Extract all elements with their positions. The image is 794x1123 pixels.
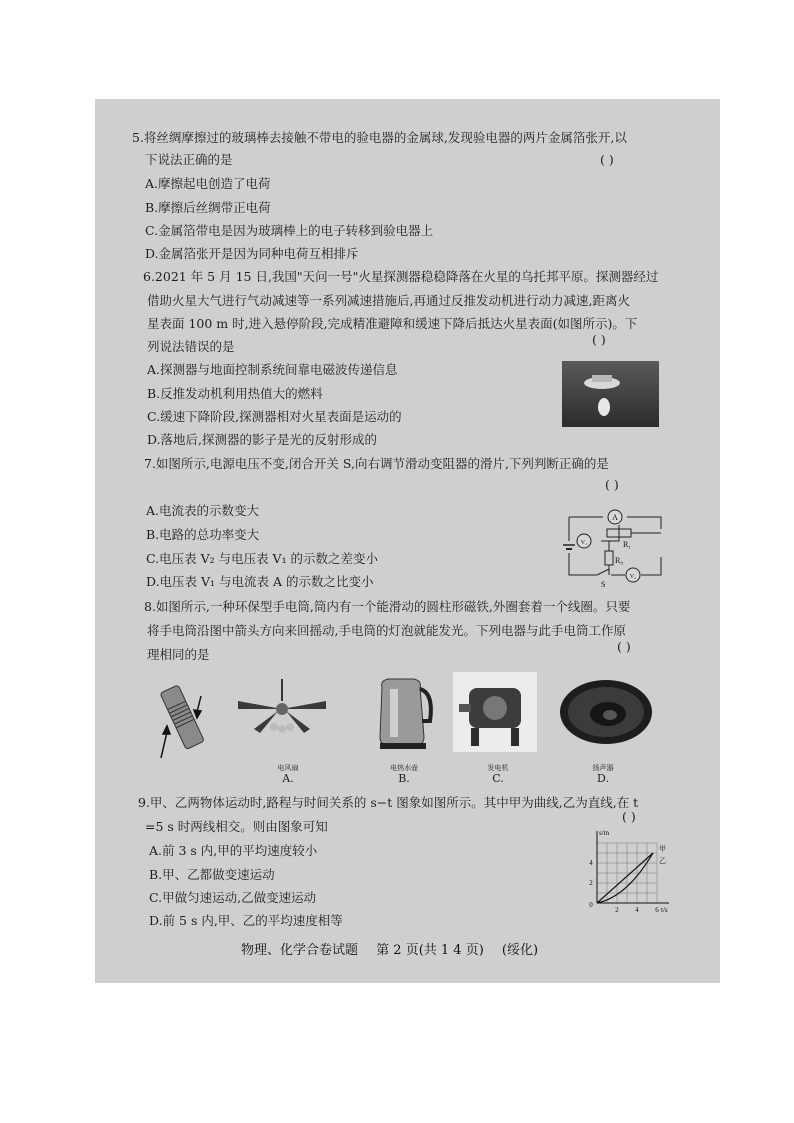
ammeter-label: A: [612, 513, 618, 522]
v2-label: V₂: [629, 574, 637, 580]
q5-option-d: D.金属箔张开是因为同种电荷互相排斥: [145, 246, 359, 261]
q7-stem-line1: 7.如图所示,电源电压不变,闭合开关 S,向右调节滑动变阻器的滑片,下列判断正确的是: [144, 456, 609, 471]
q7-option-c: C.电压表 V₂ 与电压表 V₁ 的示数之差变小: [146, 551, 379, 566]
series-jia-label: 甲: [659, 845, 666, 853]
flashlight-image: [153, 674, 213, 764]
q5-option-a: A.摩擦起电创造了电荷: [145, 176, 271, 191]
q7-option-d: D.电压表 V₁ 与电流表 A 的示数之比变小: [146, 574, 374, 589]
q5-stem-line2: 下说法正确的是: [145, 152, 233, 167]
q8-stem-line3: 理相同的是: [147, 647, 210, 662]
graph-ytick-4: 4: [589, 859, 593, 867]
q9-answer-paren: ( ): [622, 809, 636, 824]
q6-stem-line1: 6.2021 年 5 月 15 日,我国"天问一号"火星探测器稳稳降落在火星的乌托邦平原。探测器经过: [143, 269, 659, 284]
speaker-option-letter: D.: [597, 772, 609, 785]
r0-label: R₀: [615, 556, 624, 565]
graph-xtick-4: 4: [635, 906, 639, 914]
q9-option-d: D.前 5 s 内,甲、乙的平均速度相等: [149, 913, 343, 928]
graph-xlabel: t/s: [661, 906, 668, 914]
generator-option-letter: C.: [492, 772, 504, 785]
q7-option-a: A.电流表的示数变大: [146, 503, 260, 518]
line-yi: [597, 853, 653, 903]
q7-circuit-diagram: [557, 499, 667, 589]
kettle-caption: 电热水壶: [390, 764, 418, 772]
electric-kettle-image: [368, 669, 438, 754]
switch-label: S: [601, 580, 606, 589]
series-yi-label: 乙: [659, 857, 666, 865]
generator-caption: 发电机: [487, 764, 509, 772]
q6-answer-paren: ( ): [592, 332, 606, 347]
generator-photo: [453, 672, 537, 752]
fan-caption: 电风扇: [277, 764, 299, 772]
graph-xtick-6: 6: [655, 906, 659, 914]
graph-ylabel: s/m: [599, 829, 610, 837]
exam-page: [95, 99, 720, 983]
q9-option-a: A.前 3 s 内,甲的平均速度较小: [149, 843, 318, 858]
q7-answer-paren: ( ): [605, 477, 619, 492]
q5-stem-line1: 5.将丝绸摩擦过的玻璃棒去接触不带电的验电器的金属球,发现验电器的两片金属箔张开,以: [132, 130, 627, 145]
speaker-caption: 扬声器: [592, 764, 614, 772]
footer-page-number: 第 2 页(共 1 4 页): [376, 943, 484, 958]
fan-option-letter: A.: [282, 772, 294, 785]
footer-title: 物理、化学合卷试题: [241, 943, 359, 958]
page-footer: [241, 939, 552, 958]
q8-stem-line1: 8.如图所示,一种环保型手电筒,筒内有一个能滑动的圆柱形磁铁,外圈套着一个线圈。只要: [144, 599, 631, 614]
q9-stem-line1: 9.甲、乙两物体运动时,路程与时间关系的 s−t 图象如图所示。其中甲为曲线,乙为直线,在 t: [138, 795, 639, 810]
q6-stem-line4: 列说法错误的是: [147, 339, 235, 354]
graph-origin: 0: [589, 901, 593, 909]
q6-stem-line2: 借助火星大气进行气动减速等一系列减速措施后,再通过反推发动机进行动力减速,距离火: [147, 293, 630, 308]
q5-answer-paren: ( ): [600, 152, 614, 167]
q6-option-d: D.落地后,探测器的影子是光的反射形成的: [147, 432, 378, 447]
q6-option-c: C.缓速下降阶段,探测器相对火星表面是运动的: [147, 409, 402, 424]
electric-fan-image: [232, 679, 332, 754]
q9-option-c: C.甲做匀速运动,乙做变速运动: [149, 890, 317, 905]
graph-ytick-2: 2: [589, 879, 593, 887]
q7-option-b: B.电路的总功率变大: [146, 527, 260, 542]
q5-option-b: B.摩擦后丝绸带正电荷: [145, 200, 271, 215]
q9-option-b: B.甲、乙都做变速运动: [149, 867, 275, 882]
q6-option-b: B.反推发动机利用热值大的燃料: [147, 386, 323, 401]
q8-answer-paren: ( ): [617, 639, 631, 654]
q9-stem-line2: =5 s 时两线相交。则由图象可知: [145, 819, 328, 834]
q6-stem-line3: 星表面 100 m 时,进入悬停阶段,完成精准避障和缓速下降后抵达火星表面(如图所示)。下: [147, 316, 638, 331]
v1-label: V₁: [580, 540, 588, 546]
q5-option-c: C.金属箔带电是因为玻璃棒上的电子转移到验电器上: [145, 223, 434, 238]
q8-stem-line2: 将手电筒沿图中箭头方向来回摇动,手电筒的灯泡就能发光。下列电器与此手电筒工作原: [147, 623, 626, 638]
footer-region: (绥化): [501, 943, 539, 958]
mars-lander-photo: [562, 361, 659, 427]
q9-st-graph: [581, 827, 679, 915]
kettle-option-letter: B.: [398, 772, 410, 785]
r1-label: R₁: [623, 540, 632, 549]
loudspeaker-image: [554, 676, 654, 751]
switch-icon: [597, 569, 609, 575]
graph-xtick-2: 2: [615, 906, 619, 914]
q6-option-a: A.探测器与地面控制系统间靠电磁波传递信息: [147, 362, 398, 377]
